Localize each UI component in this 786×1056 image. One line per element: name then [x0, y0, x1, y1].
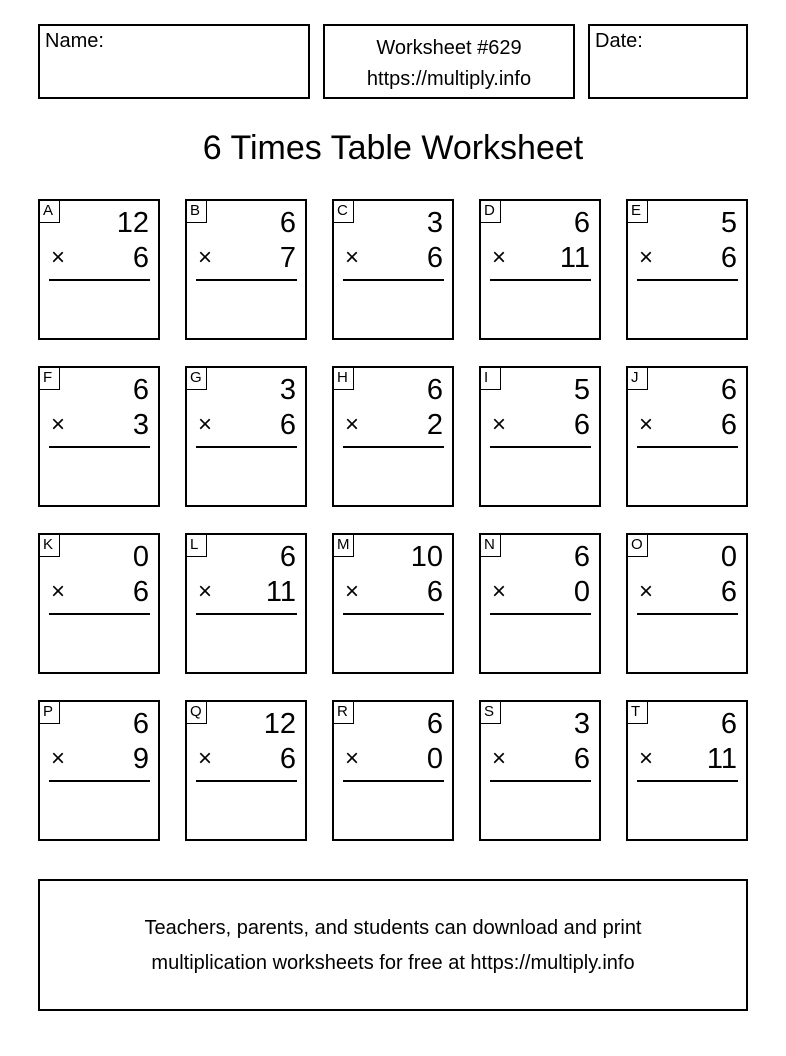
problem-card[interactable]: [185, 700, 307, 841]
multiplicand: 6: [720, 374, 737, 406]
times-sign-icon: ×: [345, 244, 360, 271]
times-sign-icon: ×: [639, 745, 654, 772]
problem-card[interactable]: [626, 700, 748, 841]
multiplier: 6: [132, 576, 149, 608]
problem-card[interactable]: [332, 700, 454, 841]
problem-letter: A: [40, 201, 60, 223]
multiplicand: 3: [573, 708, 590, 740]
multiplicand: 6: [720, 708, 737, 740]
answer-line: [196, 613, 297, 615]
problem-letter: D: [481, 201, 501, 223]
worksheet-info-box: [323, 24, 575, 99]
answer-line: [343, 613, 444, 615]
times-sign-icon: ×: [639, 411, 654, 438]
times-sign-icon: ×: [198, 244, 213, 271]
multiplicand: 5: [573, 374, 590, 406]
multiplicand: 3: [279, 374, 296, 406]
times-sign-icon: ×: [345, 745, 360, 772]
multiplier: 11: [559, 242, 590, 274]
multiplicand: 3: [426, 207, 443, 239]
multiplier: 0: [573, 576, 590, 608]
problem-card[interactable]: [185, 533, 307, 674]
problem-letter: T: [628, 702, 648, 724]
answer-line: [49, 279, 150, 281]
problem-letter: Q: [187, 702, 207, 724]
footer-line-2: multiplication worksheets for free at https://multiply.info: [151, 952, 635, 974]
problem-card[interactable]: [185, 199, 307, 340]
problem-letter: F: [40, 368, 60, 390]
multiplicand: 6: [279, 541, 296, 573]
multiplier: 11: [265, 576, 296, 608]
problem-letter: M: [334, 535, 354, 557]
multiplier: 6: [720, 409, 737, 441]
multiplier: 6: [426, 242, 443, 274]
answer-line: [49, 613, 150, 615]
times-sign-icon: ×: [51, 411, 66, 438]
problem-letter: K: [40, 535, 60, 557]
problem-letter: H: [334, 368, 354, 390]
multiplicand: 6: [573, 541, 590, 573]
problem-card[interactable]: [479, 533, 601, 674]
worksheet-number: Worksheet #629: [376, 37, 522, 59]
times-sign-icon: ×: [492, 578, 507, 605]
times-sign-icon: ×: [198, 578, 213, 605]
problem-card[interactable]: [38, 199, 160, 340]
problem-letter: C: [334, 201, 354, 223]
problem-letter: B: [187, 201, 207, 223]
multiplier: 3: [132, 409, 149, 441]
times-sign-icon: ×: [639, 578, 654, 605]
problem-card[interactable]: [332, 533, 454, 674]
problem-card[interactable]: [479, 366, 601, 507]
problem-letter: R: [334, 702, 354, 724]
problem-card[interactable]: [185, 366, 307, 507]
problem-letter: O: [628, 535, 648, 557]
multiplier: 11: [706, 743, 737, 775]
problem-letter: N: [481, 535, 501, 557]
answer-line: [343, 279, 444, 281]
problem-letter: G: [187, 368, 207, 390]
date-field-box[interactable]: [588, 24, 748, 99]
times-sign-icon: ×: [492, 244, 507, 271]
times-sign-icon: ×: [51, 745, 66, 772]
multiplicand: 6: [132, 708, 149, 740]
multiplier: 2: [426, 409, 443, 441]
answer-line: [637, 279, 738, 281]
page-title: 6 Times Table Worksheet: [202, 129, 584, 167]
problem-letter: L: [187, 535, 207, 557]
problem-letter: I: [481, 368, 501, 390]
multiplier: 6: [132, 242, 149, 274]
problem-letter: P: [40, 702, 60, 724]
name-field-box[interactable]: [38, 24, 310, 99]
answer-line: [196, 279, 297, 281]
times-sign-icon: ×: [198, 411, 213, 438]
answer-line: [343, 446, 444, 448]
problem-letter: S: [481, 702, 501, 724]
problem-card[interactable]: [626, 199, 748, 340]
problem-card[interactable]: [38, 366, 160, 507]
multiplier: 7: [279, 242, 296, 274]
multiplicand: 5: [720, 207, 737, 239]
problem-card[interactable]: [38, 533, 160, 674]
problem-card[interactable]: [479, 700, 601, 841]
answer-line: [637, 613, 738, 615]
multiplicand: 6: [573, 207, 590, 239]
problem-letter: J: [628, 368, 648, 390]
problem-card[interactable]: [38, 700, 160, 841]
problem-card[interactable]: [332, 366, 454, 507]
times-sign-icon: ×: [345, 411, 360, 438]
problem-card[interactable]: [626, 366, 748, 507]
times-sign-icon: ×: [198, 745, 213, 772]
multiplier: 6: [279, 743, 296, 775]
times-sign-icon: ×: [492, 411, 507, 438]
answer-line: [196, 780, 297, 782]
multiplier: 6: [426, 576, 443, 608]
answer-line: [49, 446, 150, 448]
multiplier: 6: [720, 576, 737, 608]
answer-line: [490, 780, 591, 782]
times-sign-icon: ×: [492, 745, 507, 772]
problem-card[interactable]: [479, 199, 601, 340]
multiplicand: 10: [410, 541, 443, 573]
times-sign-icon: ×: [345, 578, 360, 605]
times-sign-icon: ×: [51, 244, 66, 271]
multiplicand: 12: [263, 708, 296, 740]
answer-line: [637, 780, 738, 782]
answer-line: [49, 780, 150, 782]
multiplier: 6: [573, 743, 590, 775]
answer-line: [637, 446, 738, 448]
multiplicand: 6: [426, 374, 443, 406]
answer-line: [490, 613, 591, 615]
multiplier: 0: [426, 743, 443, 775]
footer-line-1: Teachers, parents, and students can download and print: [144, 917, 642, 939]
multiplicand: 0: [720, 541, 737, 573]
worksheet-url: https://multiply.info: [366, 68, 532, 90]
date-label: Date:: [595, 30, 643, 52]
problem-card[interactable]: [626, 533, 748, 674]
multiplier: 6: [573, 409, 590, 441]
multiplicand: 6: [426, 708, 443, 740]
times-sign-icon: ×: [51, 578, 66, 605]
answer-line: [490, 446, 591, 448]
multiplicand: 0: [132, 541, 149, 573]
answer-line: [196, 446, 297, 448]
multiplier: 9: [132, 743, 149, 775]
multiplier: 6: [720, 242, 737, 274]
multiplicand: 12: [116, 207, 149, 239]
times-sign-icon: ×: [639, 244, 654, 271]
multiplicand: 6: [132, 374, 149, 406]
problem-letter: E: [628, 201, 648, 223]
answer-line: [343, 780, 444, 782]
multiplicand: 6: [279, 207, 296, 239]
answer-line: [490, 279, 591, 281]
multiplier: 6: [279, 409, 296, 441]
problem-card[interactable]: [332, 199, 454, 340]
footer-box: [38, 879, 748, 1011]
name-label: Name:: [45, 30, 104, 52]
